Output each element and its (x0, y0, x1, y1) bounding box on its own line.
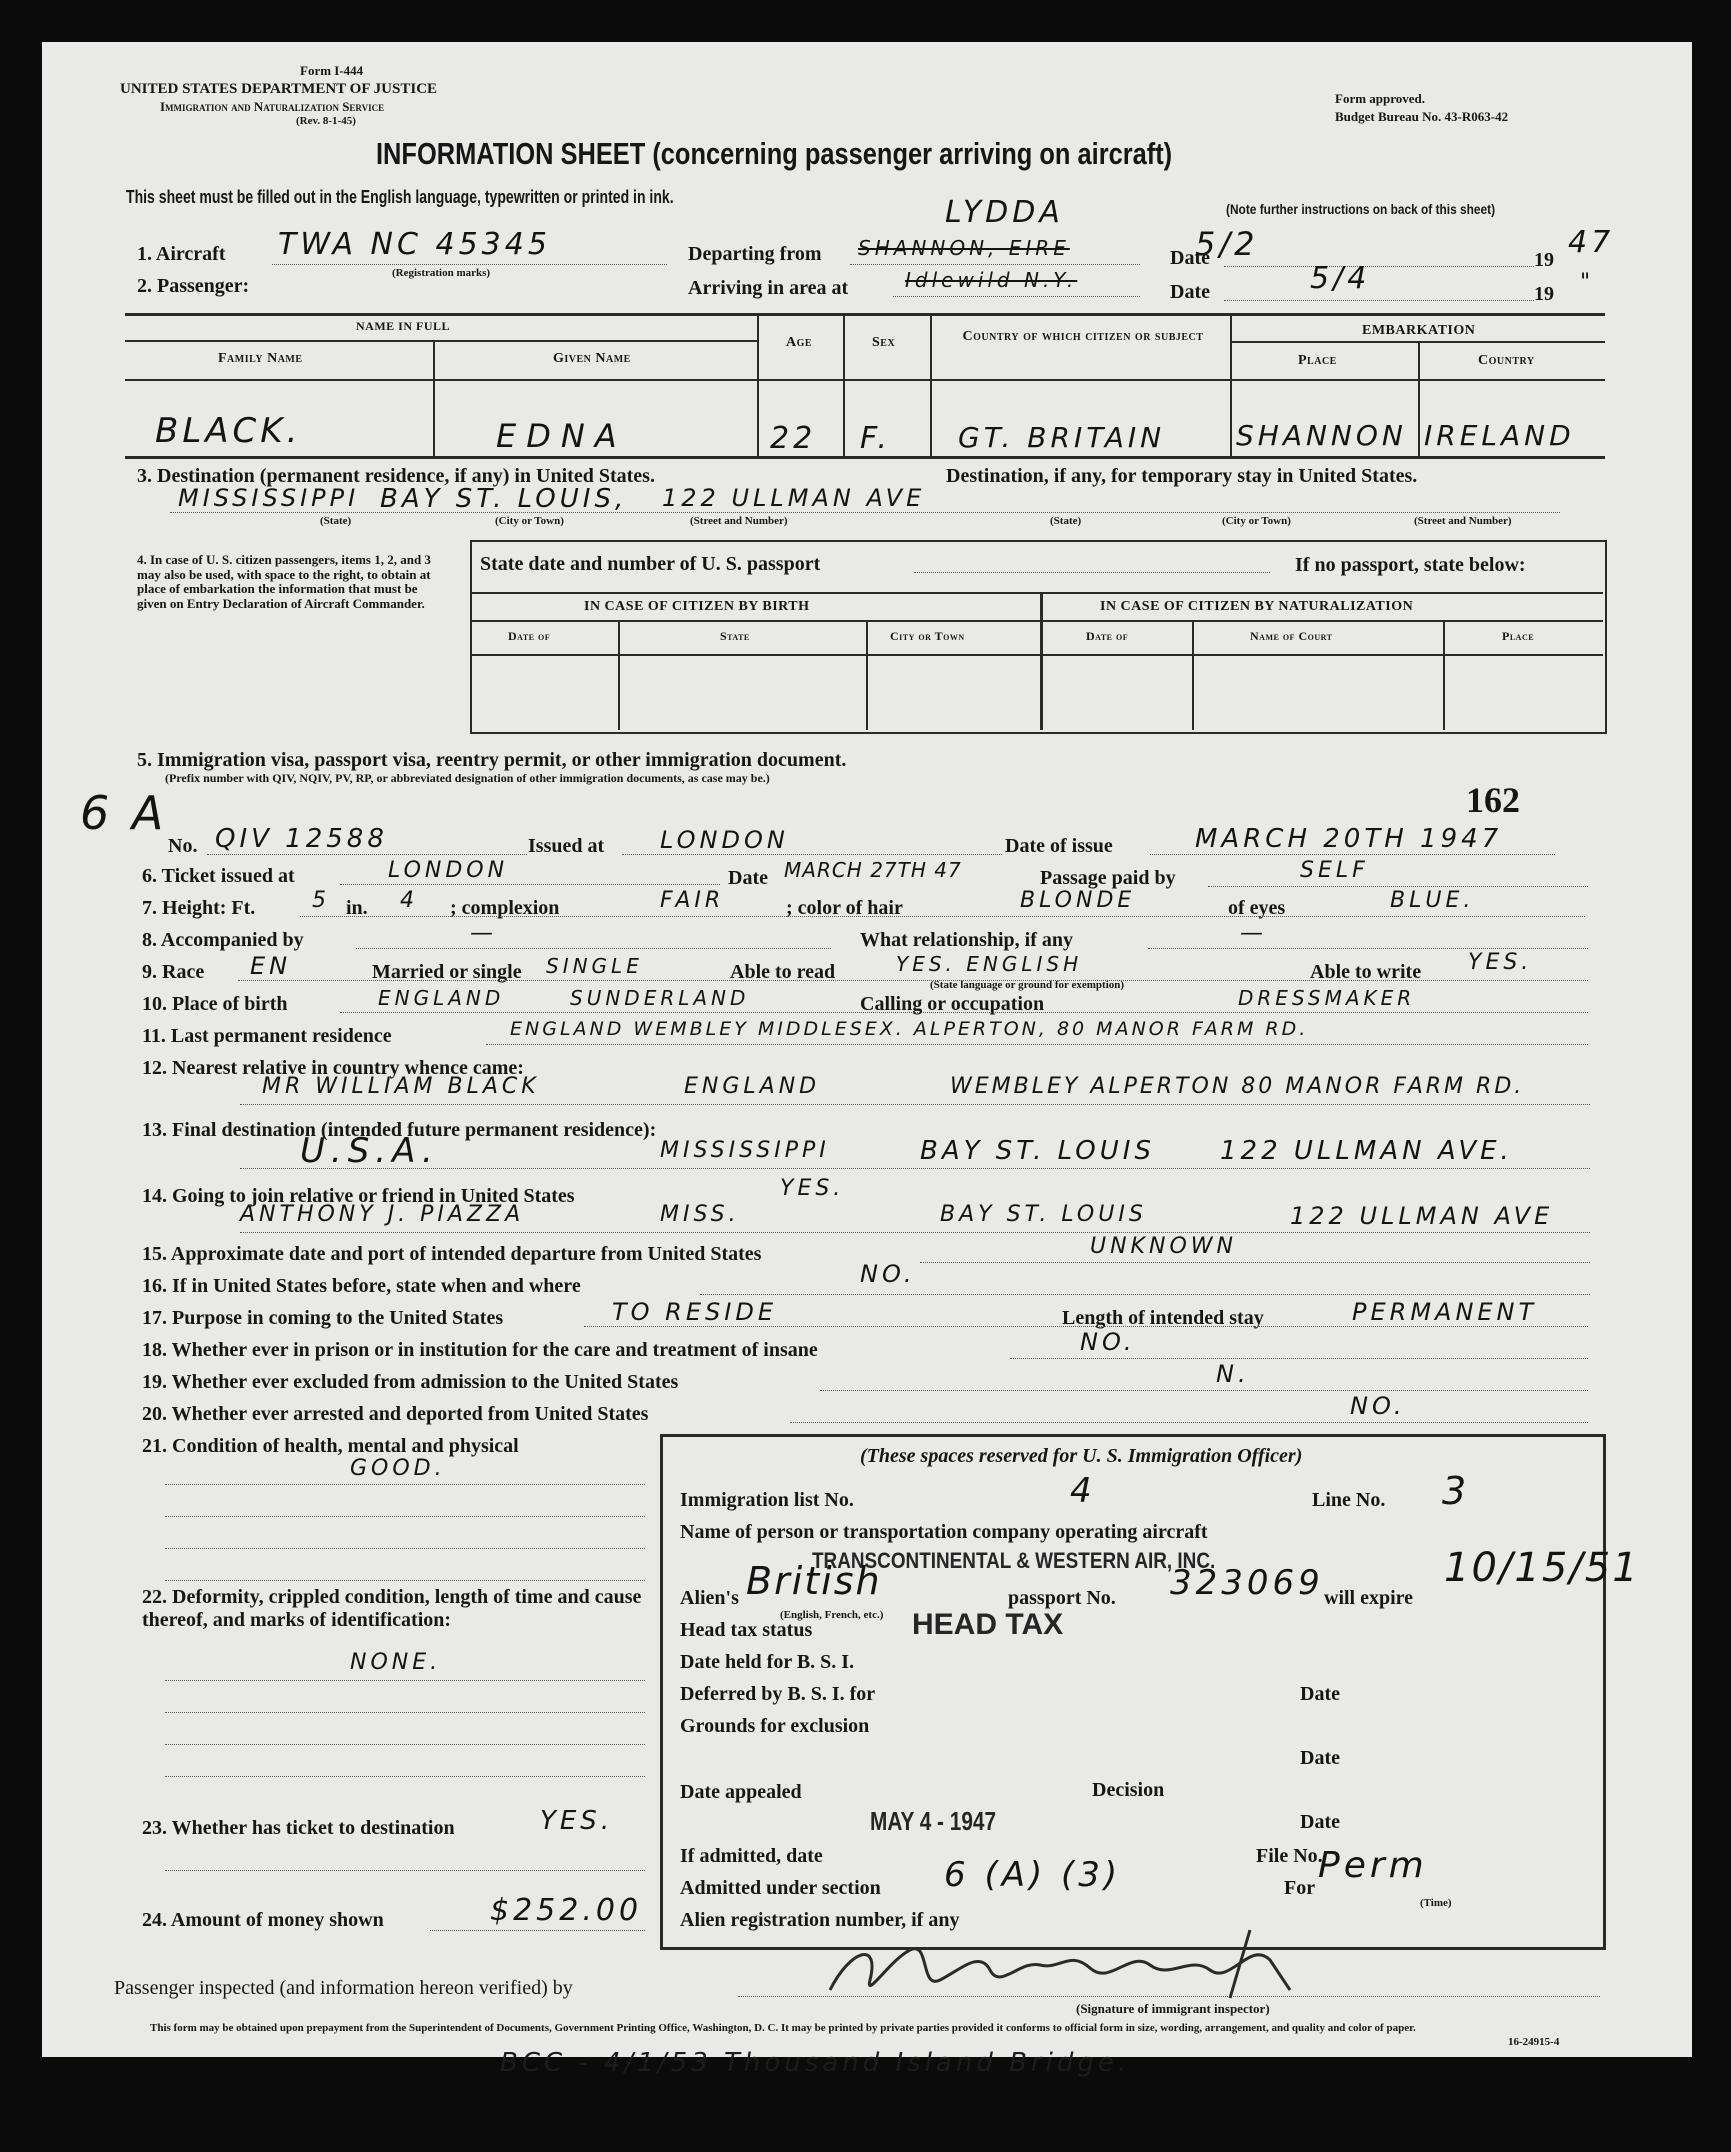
read-value: YES. ENGLISH (896, 952, 1083, 976)
caption-state-1: (State) (320, 515, 352, 527)
registration-caption: (Registration marks) (392, 267, 491, 279)
date1-label: Date (1170, 247, 1210, 269)
stay-length-label: Length of intended stay (1062, 1307, 1264, 1329)
occupation-label: Calling or occupation (860, 993, 1045, 1015)
health-label: 21. Condition of health, mental and physical (142, 1435, 519, 1457)
join-relative-label: 14. Going to join relative or friend in United States (142, 1185, 575, 1207)
name-in-full-header: NAME IN FULL (356, 319, 451, 333)
family-name-header: Family Name (218, 351, 303, 366)
birthplace-label: 10. Place of birth (142, 993, 288, 1015)
nearest-relative-label: 12. Nearest relative in country whence came: (142, 1057, 524, 1079)
stay-length-value: PERMANENT (1352, 1298, 1538, 1326)
departure-label: 15. Approximate date and port of intended departure from United States (142, 1243, 762, 1265)
col-state: State (720, 629, 750, 643)
decision-label: Decision (1092, 1779, 1165, 1801)
for-label: For (1284, 1877, 1316, 1899)
join-relative-value: YES. (780, 1176, 845, 1201)
height-ft-value: 5 (312, 888, 330, 913)
service-name: Immigration and Naturalization Service (160, 99, 385, 114)
line-no-label: Line No. (1312, 1489, 1386, 1511)
final-street-value: 122 ULLMAN AVE. (1220, 1136, 1513, 1166)
departing-struck: SHANNON, EIRE (858, 236, 1070, 260)
col-city: City or Town (890, 629, 965, 643)
write-label: Able to write (1310, 961, 1422, 983)
relative-name-value: MR WILLIAM BLACK (262, 1074, 540, 1099)
married-value: SINGLE (546, 954, 643, 978)
expire-label: will expire (1324, 1587, 1414, 1609)
operator-label: Name of person or transportation company operating aircraft (680, 1521, 1208, 1543)
complexion-value: FAIR (660, 888, 725, 913)
complexion-label: ; complexion (450, 897, 560, 919)
write-value: YES. (1468, 950, 1533, 975)
head-tax-label: Head tax status (680, 1619, 813, 1641)
ticket-label: 6. Ticket issued at (142, 865, 295, 887)
citizen-country-header: Country of which citizen or subject (962, 329, 1204, 344)
col-date-natur: Date of (1086, 629, 1129, 643)
alien-value: British (746, 1559, 882, 1603)
agency-name: UNITED STATES DEPARTMENT OF JUSTICE (120, 81, 438, 97)
birth-country-value: ENGLAND (378, 986, 505, 1010)
section-label: Admitted under section (680, 1877, 881, 1899)
accompanied-label: 8. Accompanied by (142, 929, 304, 951)
date-of-issue-value: MARCH 20TH 1947 (1195, 824, 1503, 854)
ticket-destination-value: YES. (540, 1806, 614, 1836)
issued-at-value: LONDON (660, 826, 789, 854)
embark-place-value: SHANNON (1236, 419, 1407, 452)
ticket-destination-label: 23. Whether has ticket to destination (142, 1817, 455, 1839)
embarkation-header: EMBARKATION (1362, 323, 1476, 338)
money-value: $252.00 (490, 1893, 643, 1928)
list-no-value: 4 (1070, 1471, 1096, 1511)
col-place: Place (1502, 629, 1535, 643)
grounds-date-label: Date (1300, 1747, 1340, 1769)
passenger-label: 2. Passenger: (137, 275, 250, 297)
last-residence-value: ENGLAND WEMBLEY MIDDLESEX. ALPERTON, 80 MANOR FARM RD. (510, 1018, 1309, 1040)
height-in-value: 4 (400, 888, 418, 913)
handwritten-note: BCC - 4/1/53 Thousand Island Bridge. (500, 2048, 1131, 2078)
us-before-label: 16. If in United States before, state when and where (142, 1275, 581, 1297)
deferred-label: Deferred by B. S. I. for (680, 1683, 876, 1705)
date1-value: 5/2 (1195, 225, 1259, 263)
prison-label: 18. Whether ever in prison or in institution for the care and treatment of insane (142, 1339, 818, 1361)
citizen-note: 4. In case of U. S. citizen passengers, items 1, 2, and 3 may also be used, with space to the right, to obtain at place of embarkation the information that must be given on Entry Declaration of Aircraft Commander. (137, 552, 431, 611)
no-passport-label: If no passport, state below: (1295, 554, 1526, 576)
age-value: 22 (770, 421, 817, 456)
back-note: (Note further instructions on back of this sheet) (1226, 201, 1496, 217)
embark-place-header: Place (1298, 353, 1337, 368)
citizen-value: GT. BRITAIN (958, 421, 1166, 454)
date2-value: 5/4 (1310, 261, 1371, 296)
join-street-value: 122 ULLMAN AVE (1290, 1202, 1554, 1230)
last-residence-label: 11. Last permanent residence (142, 1025, 392, 1047)
admitted-date-label: If admitted, date (680, 1845, 823, 1867)
sex-value: F. (860, 421, 891, 456)
grounds-label: Grounds for exclusion (680, 1715, 870, 1737)
passport-no-value: 323069 (1170, 1563, 1324, 1603)
given-name-value: EDNA (496, 417, 627, 455)
operator-stamp: TRANSCONTINENTAL & WESTERN AIR, INC. (812, 1548, 1216, 1573)
year2-value: " (1580, 270, 1595, 295)
relationship-value: — (1240, 920, 1267, 946)
embark-country-header: Country (1478, 353, 1535, 368)
caption-street-2: (Street and Number) (1414, 515, 1512, 527)
destination-label: 3. Destination (permanent residence, if any) in United States. (137, 465, 655, 487)
doc-no-value: QIV 12588 (215, 824, 388, 854)
caption-state-2: (State) (1050, 515, 1082, 527)
appealed-label: Date appealed (680, 1781, 802, 1803)
accompanied-value: — (470, 920, 497, 946)
race-label: 9. Race (142, 961, 205, 983)
deported-value: NO. (1350, 1392, 1406, 1420)
year2-prefix: 19 (1534, 283, 1554, 305)
read-label: Able to read (730, 961, 836, 983)
deported-label: 20. Whether ever arrested and deported from United States (142, 1403, 649, 1425)
time-caption: (Time) (1420, 1897, 1452, 1909)
caption-street-1: (Street and Number) (690, 515, 788, 527)
sex-header: Sex (872, 335, 896, 350)
budget-bureau: Budget Bureau No. 43-R063-42 (1335, 109, 1509, 124)
alien-reg-label: Alien registration number, if any (680, 1909, 960, 1931)
bsi-held-label: Date held for B. S. I. (680, 1651, 855, 1673)
passport-no-label: passport No. (1008, 1587, 1116, 1609)
family-name-value: BLACK. (155, 411, 302, 451)
married-label: Married or single (372, 961, 522, 983)
join-city-value: BAY ST. LOUIS (940, 1202, 1147, 1227)
date-stamp: MAY 4 - 1947 (870, 1806, 997, 1836)
ticket-value: LONDON (388, 858, 509, 883)
number-162: 162 (1466, 780, 1520, 820)
date2-label: Date (1170, 281, 1210, 303)
list-no-label: Immigration list No. (680, 1489, 854, 1511)
immigration-doc-sub: (Prefix number with QIV, NQIV, PV, RP, or abbreviated designation of other immigration documents, as case may be.) (165, 771, 770, 785)
aircraft-label: 1. Aircraft (137, 243, 226, 265)
money-label: 24. Amount of money shown (142, 1909, 384, 1931)
birth-city-value: SUNDERLAND (570, 986, 750, 1010)
join-state-value: MISS. (660, 1202, 740, 1227)
inspected-label: Passenger inspected (and information hereon verified) by (114, 1977, 573, 1999)
year1-value: 47 (1568, 225, 1615, 260)
form-approved: Form approved. (1335, 91, 1426, 106)
passage-paid-value: SELF (1300, 858, 1369, 883)
arriving-value: Idlewild N.Y. (905, 268, 1078, 292)
page-title: INFORMATION SHEET (concerning passenger arriving on aircraft) (376, 136, 1173, 171)
departing-value: LYDDA (945, 195, 1064, 230)
alien-label: Alien's (680, 1587, 739, 1609)
file-no-label: File No. (1256, 1845, 1323, 1867)
departure-value: UNKNOWN (1090, 1234, 1237, 1259)
final-city-value: BAY ST. LOUIS (920, 1136, 1155, 1166)
language-instruction: This sheet must be filled out in the English language, typewritten or printed in ink. (126, 187, 674, 207)
appealed-date-label: Date (1300, 1811, 1340, 1833)
deferred-date-label: Date (1300, 1683, 1340, 1705)
eyes-value: BLUE. (1390, 888, 1475, 913)
departing-label: Departing from (688, 243, 822, 265)
age-header: Age (786, 335, 813, 350)
form-number: Form I-444 (300, 63, 364, 78)
relative-address-value: WEMBLEY ALPERTON 80 MANOR FARM RD. (950, 1074, 1525, 1099)
officer-header: (These spaces reserved for U. S. Immigration Officer) (860, 1445, 1303, 1467)
print-code: 16-24915-4 (1508, 2036, 1560, 2048)
purpose-value: TO RESIDE (612, 1298, 777, 1326)
temp-destination-label: Destination, if any, for temporary stay in United States. (946, 465, 1418, 487)
embark-country-value: IRELAND (1424, 419, 1575, 452)
alien-caption: (English, French, etc.) (780, 1609, 884, 1621)
deformity-value: NONE. (350, 1650, 442, 1675)
line-no-value: 3 (1442, 1469, 1471, 1513)
purpose-label: 17. Purpose in coming to the United States (142, 1307, 504, 1329)
relative-country-value: ENGLAND (684, 1074, 821, 1099)
given-name-header: Given Name (553, 351, 631, 366)
relationship-label: What relationship, if any (860, 929, 1073, 951)
race-value: EN (250, 952, 292, 980)
hair-value: BLONDE (1020, 888, 1136, 913)
issued-at-label: Issued at (528, 835, 605, 857)
excluded-label: 19. Whether ever excluded from admission to the United States (142, 1371, 679, 1393)
year1-prefix: 19 (1534, 249, 1554, 271)
col-date-birth: Date of (508, 629, 551, 643)
eyes-label: of eyes (1228, 897, 1286, 919)
caption-city-1: (City or Town) (495, 515, 564, 527)
final-destination-label: 13. Final destination (intended future permanent residence): (142, 1119, 657, 1141)
ticket-date-label: Date (728, 867, 768, 889)
height-in-label: in. (346, 897, 368, 919)
inspector-signature (790, 1920, 1390, 2010)
ticket-date-value: MARCH 27TH 47 (784, 858, 962, 882)
passage-paid-label: Passage paid by (1040, 867, 1176, 889)
doc-no-label: No. (168, 835, 198, 857)
hair-label: ; color of hair (786, 897, 903, 919)
birth-header: IN CASE OF CITIZEN BY BIRTH (584, 599, 810, 614)
section-value: 6 (A) (3) (944, 1855, 1122, 1895)
expire-value: 10/15/51 (1444, 1545, 1640, 1591)
height-label: 7. Height: Ft. (142, 897, 256, 919)
aircraft-value: TWA NC 45345 (278, 227, 551, 262)
footer-notice: This form may be obtained upon prepayment from the Superintendent of Documents, Government Printing Office, Washington, D. C. It may be printed by private parties provided it conforms to official form in size, wording, arrangement, and quality and color of paper. (150, 2022, 1416, 2034)
immigration-doc-label: 5. Immigration visa, passport visa, reentry permit, or other immigration document. (137, 749, 847, 771)
excluded-value: N. (1216, 1360, 1250, 1388)
for-value: Perm (1318, 1845, 1428, 1886)
caption-city-2: (City or Town) (1222, 515, 1291, 527)
occupation-value: DRESSMAKER (1238, 986, 1416, 1010)
date-of-issue-label: Date of issue (1005, 835, 1113, 857)
arriving-label: Arriving in area at (688, 277, 849, 299)
head-tax-stamp: HEAD TAX (912, 1608, 1064, 1641)
dest-city-value: BAY ST. LOUIS, (380, 484, 628, 514)
margin-note: 6 A (80, 786, 168, 840)
prison-value: NO. (1080, 1328, 1136, 1356)
signature-caption: (Signature of immigrant inspector) (1076, 2001, 1270, 2016)
dest-street-value: 122 ULLMAN AVE (662, 484, 926, 512)
health-value: GOOD. (350, 1456, 446, 1481)
revision: (Rev. 8-1-45) (296, 115, 356, 127)
dest-state-value: MISSISSIPPI (178, 484, 360, 512)
join-name-value: ANTHONY J. PIAZZA (240, 1202, 525, 1227)
us-before-value: NO. (860, 1260, 916, 1288)
naturalization-header: IN CASE OF CITIZEN BY NATURALIZATION (1100, 599, 1414, 614)
passport-label: State date and number of U. S. passport (480, 553, 821, 575)
deformity-label: 22. Deformity, crippled condition, length of time and cause thereof, and marks of identification: (142, 1586, 642, 1631)
read-caption: (State language or ground for exemption) (930, 979, 1125, 991)
final-state-value: MISSISSIPPI (660, 1138, 830, 1163)
col-court: Name of Court (1250, 629, 1333, 643)
final-country-value: U.S.A. (300, 1131, 439, 1171)
